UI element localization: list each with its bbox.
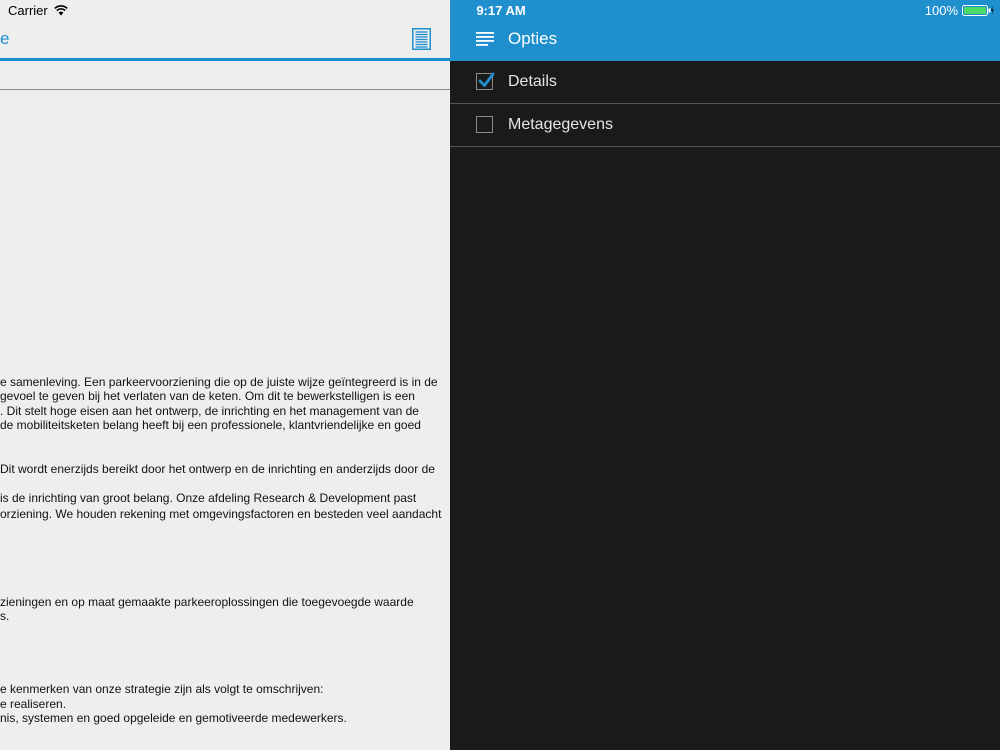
nav-title-fragment[interactable]: e <box>0 29 10 48</box>
options-title: Opties <box>508 29 558 48</box>
carrier-label: Carrier <box>8 2 48 18</box>
content-pane <box>0 0 450 750</box>
status-time: 9:17 AM <box>476 3 526 18</box>
text-line: e realiseren. <box>0 697 67 711</box>
text-line: . Dit stelt hoge eisen aan het ontwerp, de inrichting en het management van de <box>0 404 419 418</box>
details-checkbox[interactable] <box>476 73 493 90</box>
option-details[interactable] <box>450 61 1000 104</box>
options-panel <box>450 0 1000 750</box>
checkmark-icon <box>476 70 496 90</box>
option-label: Details <box>508 73 557 90</box>
text-line: gevoel te geven bij het verlaten van de keten. Om dit te bewerkstelligen is een <box>0 389 415 403</box>
text-line: orziening. We houden rekening met omgevingsfactoren en besteden veel aandacht <box>0 507 442 521</box>
options-list <box>450 61 1000 147</box>
options-header <box>450 0 1000 61</box>
document-text <box>0 0 450 750</box>
text-line: de mobiliteitsketen belang heeft bij een professionele, klantvriendelijke en goed <box>0 418 421 432</box>
battery-icon <box>962 5 994 16</box>
metagegevens-checkbox[interactable] <box>476 116 493 133</box>
option-metagegevens[interactable] <box>450 104 1000 147</box>
text-line: s. <box>0 609 10 623</box>
text-line: nis, systemen en goed opgeleide en gemotiveerde medewerkers. <box>0 711 347 725</box>
text-line: e samenleving. Een parkeervoorziening die op de juiste wijze geïntegreerd is in de <box>0 375 438 389</box>
option-label: Metagegevens <box>508 116 613 133</box>
menu-icon[interactable] <box>476 32 494 46</box>
text-line: is de inrichting van groot belang. Onze afdeling Research & Development past <box>0 491 417 505</box>
text-line: e kenmerken van onze strategie zijn als volgt te omschrijven: <box>0 682 324 696</box>
text-line: Dit wordt enerzijds bereikt door het ontwerp en de inrichting en anderzijds door de <box>0 462 435 476</box>
text-line: zieningen en op maat gemaakte parkeeroplossingen die toegevoegde waarde <box>0 595 414 609</box>
battery-percentage: 100% <box>924 3 958 18</box>
